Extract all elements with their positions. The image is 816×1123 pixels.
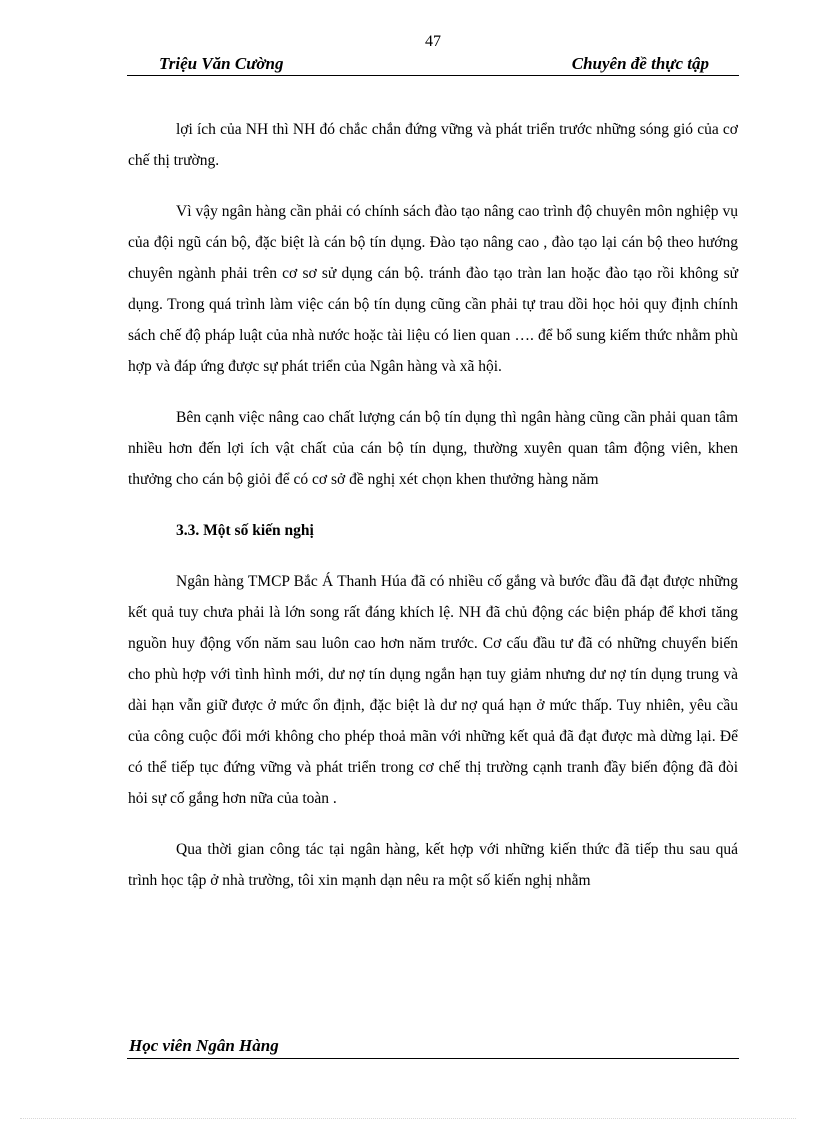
- paragraph-3: Bên cạnh việc nâng cao chất lượng cán bộ tín dụng thì ngân hàng cũng cần phải quan tâm nhiều hơn đến lợi ích vật chất của cán bộ tín dụng, thường xuyên quan tâm động viên, khen thưởng cho cán bộ giỏi để có cơ sở đề nghị xét chọn khen thưởng hàng năm: [128, 409, 738, 488]
- page-header: [127, 53, 739, 76]
- header-author: Triệu Văn Cường: [159, 54, 284, 73]
- header-title: Chuyên đề thực tập: [571, 54, 709, 73]
- page-footer: [127, 1036, 739, 1059]
- paragraph-2: Vì vậy ngân hàng cần phải có chính sách đào tạo nâng cao trình độ chuyên môn nghiệp vụ của đội ngũ cán bộ, đặc biệt là cán bộ tín dụng. Đào tạo nâng cao , đào tạo lại cán bộ theo hướng chuyên ngành phải trên cơ sơ sử dụng cán bộ. tránh đào tạo tràn lan hoặc đào tạo rồi không sử dụng. Trong quá trình làm việc cán bộ tín dụng cũng cần phải tự trau dồi học hỏi quy định chính sách chế độ pháp luật của nhà nước hoặc tài liệu có lien quan …. để bổ sung kiếm thức nhằm phù hợp và đáp ứng được sự phát triển của Ngân hàng và xã hội.: [128, 203, 738, 375]
- page-edge-divider: [20, 1118, 796, 1119]
- footer-institution: Học viên Ngân Hàng: [129, 1036, 279, 1055]
- page-number: 47: [425, 33, 441, 50]
- paragraph-4: Ngân hàng TMCP Bắc Á Thanh Húa đã có nhiều cố gắng và bước đầu đã đạt được những kết quả tuy chưa phải là lớn song rất đáng khích lệ. NH đã chủ động các biện pháp để khơi tăng nguồn huy động vốn năm sau luôn cao hơn năm trước. Cơ cấu đầu tư đã có những chuyển biến cho phù hợp với tình hình mới, dư nợ tín dụng ngắn hạn tuy giảm nhưng dư nợ tín dụng trung và dài hạn vẫn giữ được ở mức ổn định, đặc biệt là dư nợ quá hạn ở mức thấp. Tuy nhiên, yêu cầu của công cuộc đổi mới không cho phép thoả mãn với những kết quả đã đạt được mà dừng lại. Để có thể tiếp tục đứng vững và phát triển trong cơ chế thị trường cạnh tranh đầy biến động đã đòi hỏi sự cố gắng hơn nữa của toàn .: [128, 573, 738, 807]
- document-body: [128, 114, 738, 916]
- paragraph-5: Qua thời gian công tác tại ngân hàng, kết hợp với những kiến thức đã tiếp thu sau quá trình học tập ở nhà trường, tôi xin mạnh dạn nêu ra một số kiến nghị nhằm: [128, 841, 738, 889]
- paragraph-1: lợi ích của NH thì NH đó chắc chắn đứng vững và phát triển trước những sóng gió của cơ chế thị trường.: [128, 121, 738, 169]
- section-heading: 3.3. Một số kiến nghị: [176, 522, 314, 539]
